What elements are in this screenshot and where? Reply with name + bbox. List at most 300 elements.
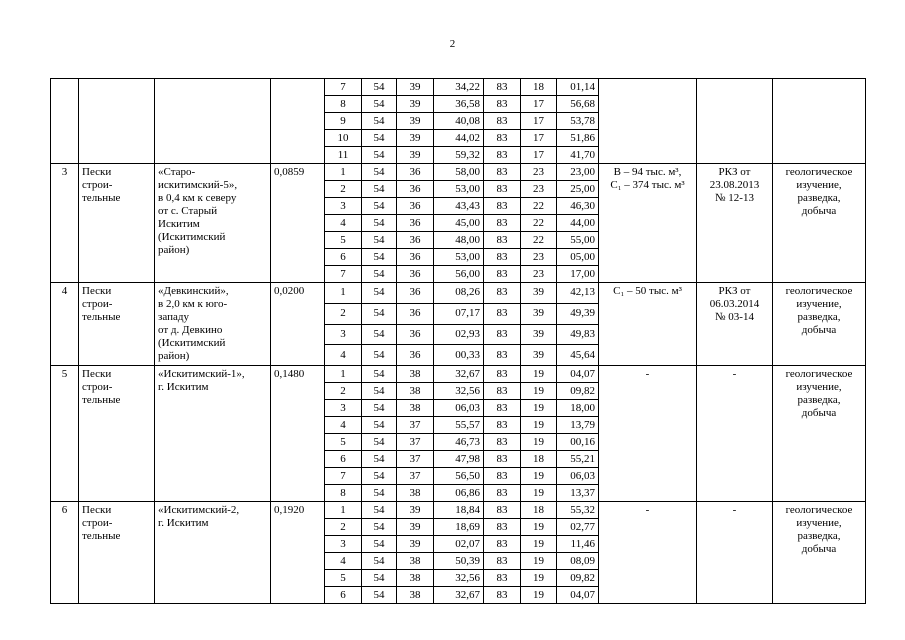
lat-deg: 54 [362,249,397,266]
lat-deg: 54 [362,147,397,164]
reserves [599,283,697,366]
point-number: 10 [325,130,362,147]
purpose-line: геологическое [785,504,853,516]
deposit-name-line: «Искитимский-1», [158,368,245,380]
purpose-line: добыча [801,205,837,217]
empty-cell [599,79,697,164]
point-number: 5 [325,570,362,587]
lat-deg: 54 [362,587,397,604]
lon-min: 19 [521,417,557,434]
purpose-line: разведка, [797,192,841,204]
lon-sec: 09,82 [557,383,599,400]
lat-deg: 54 [362,324,397,345]
lat-sec: 53,00 [434,249,484,266]
reserves-line: - [645,368,650,380]
lat-deg: 54 [362,113,397,130]
mineral-type [79,164,155,283]
lat-min: 36 [397,181,434,198]
lon-min: 23 [521,164,557,181]
point-number: 7 [325,79,362,96]
lat-min: 36 [397,303,434,324]
lat-min: 38 [397,366,434,383]
protocol [697,366,773,502]
point-number: 7 [325,266,362,283]
lat-deg: 54 [362,417,397,434]
lon-min: 17 [521,147,557,164]
purpose-line: разведка, [797,394,841,406]
deposit-name-line: район) [158,244,190,256]
protocol-line: 06.03.2014 [709,298,760,310]
point-number: 8 [325,96,362,113]
point-number: 5 [325,434,362,451]
lon-min: 22 [521,215,557,232]
point-number: 2 [325,383,362,400]
deposit-name-line: г. Искитим [158,517,209,529]
lat-min: 36 [397,232,434,249]
lon-deg: 83 [484,451,521,468]
lat-min: 36 [397,283,434,304]
area-value: 0,0859 [271,164,325,283]
lon-min: 23 [521,181,557,198]
table-row [51,366,866,383]
lon-sec: 23,00 [557,164,599,181]
lon-deg: 83 [484,147,521,164]
deposit-name-line: от с. Старый [158,205,218,217]
lon-sec: 49,83 [557,324,599,345]
lat-min: 36 [397,324,434,345]
lon-deg: 83 [484,485,521,502]
lon-sec: 51,86 [557,130,599,147]
lon-sec: 09,82 [557,570,599,587]
lat-deg: 54 [362,366,397,383]
lat-min: 39 [397,536,434,553]
lat-deg: 54 [362,485,397,502]
lat-deg: 54 [362,96,397,113]
lon-deg: 83 [484,324,521,345]
purpose-line: добыча [801,543,837,555]
reserves [599,164,697,283]
lat-sec: 32,67 [434,587,484,604]
purpose [773,283,866,366]
lon-min: 39 [521,303,557,324]
lon-deg: 83 [484,249,521,266]
lat-min: 36 [397,215,434,232]
empty-cell [697,79,773,164]
mineral-type-line: Пески [82,285,112,297]
lon-min: 39 [521,345,557,366]
purpose-line: разведка, [797,530,841,542]
lon-sec: 25,00 [557,181,599,198]
purpose-line: добыча [801,324,837,336]
table-row [51,283,866,304]
lon-min: 19 [521,536,557,553]
mineral-type-line: тельные [82,192,121,204]
lat-sec: 06,86 [434,485,484,502]
lat-sec: 45,00 [434,215,484,232]
lon-deg: 83 [484,502,521,519]
point-number: 4 [325,215,362,232]
deposit-name [155,164,271,283]
entry-number: 3 [51,164,79,283]
purpose-line: добыча [801,407,837,419]
lon-deg: 83 [484,383,521,400]
lat-deg: 54 [362,164,397,181]
lon-min: 19 [521,570,557,587]
lon-min: 39 [521,324,557,345]
lon-min: 17 [521,96,557,113]
protocol [697,502,773,604]
lon-sec: 01,14 [557,79,599,96]
lon-sec: 55,32 [557,502,599,519]
lat-min: 38 [397,485,434,502]
lon-sec: 18,00 [557,400,599,417]
mineral-type-line: тельные [82,394,121,406]
lon-min: 19 [521,400,557,417]
lat-deg: 54 [362,215,397,232]
lat-min: 39 [397,96,434,113]
lon-sec: 13,79 [557,417,599,434]
point-number: 1 [325,366,362,383]
deposit-name [155,366,271,502]
lon-min: 19 [521,434,557,451]
protocol [697,283,773,366]
reserves-line: - [645,504,650,516]
reserves-line: В – 94 тыс. м³, [613,166,682,178]
lat-min: 37 [397,417,434,434]
protocol-line: - [732,504,737,516]
lon-min: 18 [521,79,557,96]
table-row [51,502,866,519]
lat-deg: 54 [362,502,397,519]
empty-cell [773,79,866,164]
lon-min: 19 [521,553,557,570]
entry-number: 4 [51,283,79,366]
lat-deg: 54 [362,283,397,304]
area-value: 0,0200 [271,283,325,366]
deposit-name-line: район) [158,350,190,362]
lat-min: 37 [397,468,434,485]
lon-deg: 83 [484,587,521,604]
empty-cell [51,79,79,164]
lat-min: 39 [397,519,434,536]
mineral-type-line: Пески [82,166,112,178]
deposit-name-line: «Искитимский-2, [158,504,240,516]
lat-sec: 50,39 [434,553,484,570]
lon-deg: 83 [484,96,521,113]
point-number: 6 [325,249,362,266]
deposit-name-line: (Искитимский [158,231,226,243]
lat-min: 37 [397,434,434,451]
purpose [773,164,866,283]
lat-sec: 02,07 [434,536,484,553]
lat-min: 39 [397,79,434,96]
lat-sec: 56,00 [434,266,484,283]
lon-sec: 08,09 [557,553,599,570]
lon-sec: 45,64 [557,345,599,366]
lat-min: 38 [397,570,434,587]
lon-min: 23 [521,249,557,266]
point-number: 8 [325,485,362,502]
lat-sec: 53,00 [434,181,484,198]
lat-sec: 47,98 [434,451,484,468]
lat-sec: 06,03 [434,400,484,417]
entry-number: 5 [51,366,79,502]
point-number: 1 [325,283,362,304]
lon-deg: 83 [484,164,521,181]
purpose-line: геологическое [785,166,853,178]
point-number: 4 [325,553,362,570]
point-number: 2 [325,181,362,198]
lat-deg: 54 [362,198,397,215]
lat-deg: 54 [362,536,397,553]
purpose-line: геологическое [785,285,853,297]
point-number: 7 [325,468,362,485]
reserves-line: C₁ – 374 тыс. м³ [610,179,685,191]
lon-min: 17 [521,113,557,130]
deposits-table [50,78,866,604]
purpose-line: разведка, [797,311,841,323]
lon-sec: 44,00 [557,215,599,232]
lat-deg: 54 [362,181,397,198]
reserves [599,366,697,502]
point-number: 1 [325,164,362,181]
lat-min: 39 [397,502,434,519]
lon-min: 22 [521,232,557,249]
lon-sec: 49,39 [557,303,599,324]
mineral-type-line: тельные [82,311,121,323]
lat-sec: 18,69 [434,519,484,536]
point-number: 4 [325,345,362,366]
lon-deg: 83 [484,417,521,434]
lon-sec: 41,70 [557,147,599,164]
reserves [599,502,697,604]
lon-min: 19 [521,383,557,400]
deposit-name-line: от д. Девкино [158,324,223,336]
lat-deg: 54 [362,451,397,468]
protocol-line: № 12-13 [715,192,754,204]
table-row [51,79,866,96]
lat-deg: 54 [362,553,397,570]
lon-deg: 83 [484,198,521,215]
lat-sec: 36,58 [434,96,484,113]
lon-min: 19 [521,485,557,502]
table-row [51,164,866,181]
lon-min: 22 [521,198,557,215]
lon-deg: 83 [484,400,521,417]
lat-deg: 54 [362,434,397,451]
deposit-name [155,502,271,604]
mineral-type [79,366,155,502]
lon-deg: 83 [484,570,521,587]
mineral-type [79,502,155,604]
deposit-name-line: «Старо- [158,166,196,178]
point-number: 3 [325,400,362,417]
point-number: 3 [325,198,362,215]
lat-sec: 02,93 [434,324,484,345]
deposit-name-line: в 0,4 км к северу [158,192,237,204]
entry-number: 6 [51,502,79,604]
lat-min: 38 [397,587,434,604]
deposit-name-line: Искитим [158,218,200,230]
empty-cell [271,79,325,164]
mineral-type-line: строи- [82,179,113,191]
area-value: 0,1920 [271,502,325,604]
lon-sec: 17,00 [557,266,599,283]
deposit-name-line: (Искитимский [158,337,226,349]
lon-deg: 83 [484,519,521,536]
lon-deg: 83 [484,232,521,249]
lat-deg: 54 [362,130,397,147]
area-value: 0,1480 [271,366,325,502]
lat-min: 36 [397,164,434,181]
lat-min: 39 [397,130,434,147]
lat-deg: 54 [362,266,397,283]
lat-min: 36 [397,345,434,366]
lon-sec: 00,16 [557,434,599,451]
lat-min: 39 [397,113,434,130]
lat-sec: 32,56 [434,383,484,400]
lon-min: 17 [521,130,557,147]
lon-deg: 83 [484,79,521,96]
lat-sec: 07,17 [434,303,484,324]
deposit-name-line: западу [158,311,189,323]
lat-sec: 00,33 [434,345,484,366]
deposit-name-line: г. Искитим [158,381,209,393]
empty-cell [79,79,155,164]
lat-sec: 32,56 [434,570,484,587]
point-number: 4 [325,417,362,434]
lat-deg: 54 [362,468,397,485]
point-number: 2 [325,303,362,324]
lon-sec: 11,46 [557,536,599,553]
lon-deg: 83 [484,181,521,198]
mineral-type-line: строи- [82,381,113,393]
lon-min: 19 [521,587,557,604]
lon-deg: 83 [484,434,521,451]
protocol-line: № 03-14 [715,311,754,323]
lat-deg: 54 [362,570,397,587]
lat-deg: 54 [362,400,397,417]
point-number: 9 [325,113,362,130]
lon-deg: 83 [484,130,521,147]
lat-sec: 43,43 [434,198,484,215]
lat-deg: 54 [362,383,397,400]
lat-deg: 54 [362,232,397,249]
lat-min: 37 [397,451,434,468]
mineral-type [79,283,155,366]
lat-sec: 48,00 [434,232,484,249]
lat-min: 36 [397,198,434,215]
mineral-type-line: тельные [82,530,121,542]
lon-sec: 46,30 [557,198,599,215]
lat-min: 36 [397,249,434,266]
lat-sec: 55,57 [434,417,484,434]
lon-deg: 83 [484,266,521,283]
lon-min: 18 [521,451,557,468]
protocol-line: - [732,368,737,380]
lon-min: 18 [521,502,557,519]
lon-sec: 42,13 [557,283,599,304]
lon-deg: 83 [484,553,521,570]
deposit-name-line: искитимский-5», [158,179,238,191]
lat-sec: 44,02 [434,130,484,147]
lat-deg: 54 [362,345,397,366]
mineral-type-line: Пески [82,504,112,516]
lon-min: 23 [521,266,557,283]
purpose-line: геологическое [785,368,853,380]
lon-sec: 53,78 [557,113,599,130]
lon-sec: 04,07 [557,366,599,383]
lon-deg: 83 [484,215,521,232]
lon-min: 19 [521,366,557,383]
lat-sec: 34,22 [434,79,484,96]
lon-sec: 55,21 [557,451,599,468]
mineral-type-line: строи- [82,517,113,529]
purpose-line: изучение, [796,179,842,191]
lon-deg: 83 [484,345,521,366]
purpose-line: изучение, [796,298,842,310]
lon-deg: 83 [484,283,521,304]
lon-min: 19 [521,468,557,485]
lat-sec: 18,84 [434,502,484,519]
point-number: 6 [325,451,362,468]
lat-sec: 46,73 [434,434,484,451]
point-number: 2 [325,519,362,536]
point-number: 3 [325,324,362,345]
point-number: 5 [325,232,362,249]
protocol-line: 23.08.2013 [709,179,760,191]
lon-deg: 83 [484,468,521,485]
lon-sec: 02,77 [557,519,599,536]
lat-min: 38 [397,553,434,570]
lon-deg: 83 [484,113,521,130]
lat-min: 38 [397,400,434,417]
lat-sec: 56,50 [434,468,484,485]
lat-sec: 58,00 [434,164,484,181]
mineral-type-line: строи- [82,298,113,310]
purpose-line: изучение, [796,517,842,529]
protocol-line: РКЗ от [718,285,751,297]
point-number: 11 [325,147,362,164]
lon-sec: 13,37 [557,485,599,502]
protocol [697,164,773,283]
point-number: 6 [325,587,362,604]
lon-deg: 83 [484,366,521,383]
page-number: 2 [449,38,456,50]
reserves-line: C₁ – 50 тыс. м³ [613,285,682,297]
lat-sec: 08,26 [434,283,484,304]
lat-sec: 32,67 [434,366,484,383]
lon-sec: 56,68 [557,96,599,113]
purpose-line: изучение, [796,381,842,393]
lat-sec: 40,08 [434,113,484,130]
deposit-name-line: в 2,0 км к юго- [158,298,228,310]
lon-min: 19 [521,519,557,536]
lon-sec: 06,03 [557,468,599,485]
lon-deg: 83 [484,536,521,553]
lat-min: 39 [397,147,434,164]
lon-sec: 05,00 [557,249,599,266]
lon-sec: 55,00 [557,232,599,249]
deposit-name-line: «Девкинский», [158,285,229,297]
lon-min: 39 [521,283,557,304]
lat-sec: 59,32 [434,147,484,164]
lat-deg: 54 [362,519,397,536]
lat-deg: 54 [362,303,397,324]
lon-sec: 04,07 [557,587,599,604]
lat-min: 38 [397,383,434,400]
lat-deg: 54 [362,79,397,96]
